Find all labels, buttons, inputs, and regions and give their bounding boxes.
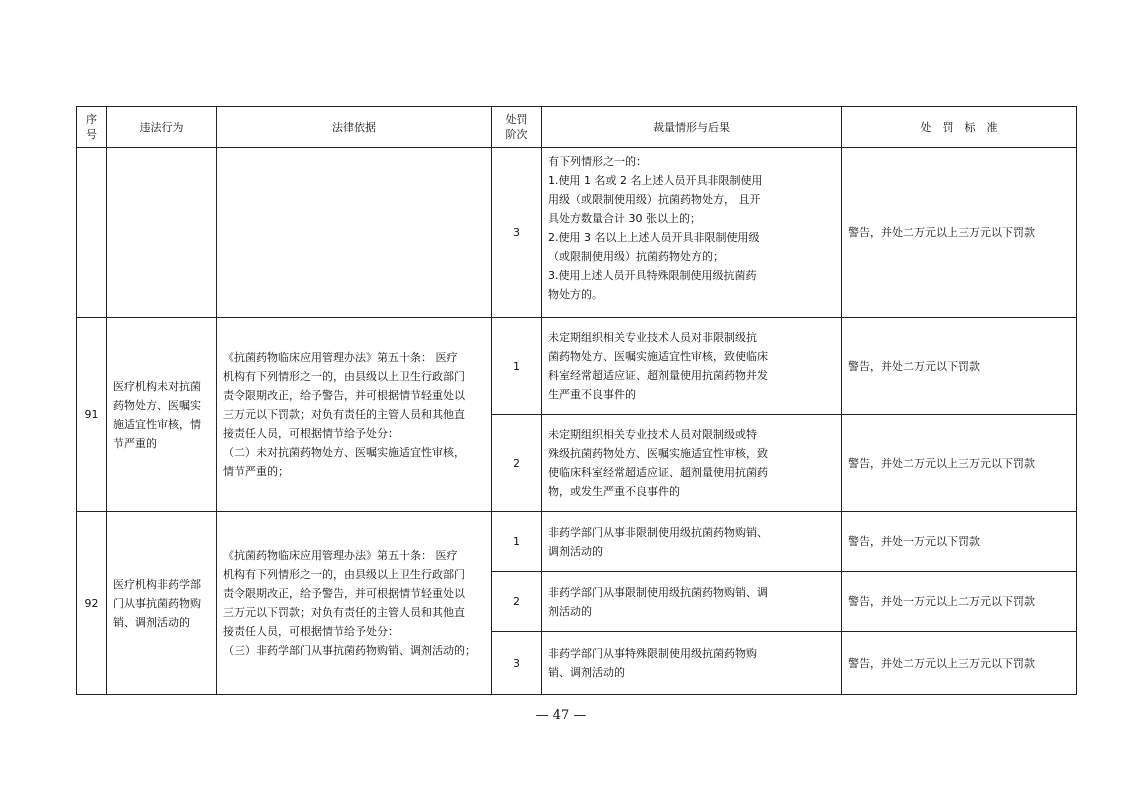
seq-cell (77, 148, 107, 318)
circumstances-cell: 非药学部门从事限制使用级抗菌药物购销、调 剂活动的 (542, 572, 842, 632)
header-legal-basis: 法律依据 (217, 107, 492, 148)
header-seq: 序 号 (77, 107, 107, 148)
header-penalty-standard: 处 罚 标 准 (842, 107, 1077, 148)
circumstances-cell: 未定期组织相关专业技术人员对非限制级抗 菌药物处方、医嘱实施适宜性审核，致使临床 科室经常超适应证、超剂量使用抗菌药物并发 生严重不良事件的 (542, 318, 842, 415)
violation-cell: 医疗机构未对抗菌 药物处方、医嘱实 施适宜性审核，情 节严重的 (107, 318, 217, 512)
header-circumstances: 裁量情形与后果 (542, 107, 842, 148)
circumstances-cell: 未定期组织相关专业技术人员对限制级或特 殊级抗菌药物处方、医嘱实施适宜性审核，致 使临床科室经常超适应证、超剂量使用抗菌药 物，或发生严重不良事件的 (542, 415, 842, 512)
header-violation: 违法行为 (107, 107, 217, 148)
penalty-standard-cell: 警告，并处一万元以上二万元以下罚款 (842, 572, 1077, 632)
table-row (77, 512, 1077, 572)
tier-cell: 1 (492, 318, 542, 415)
table-header-row (77, 107, 1077, 148)
header-penalty-tier: 处罚 阶次 (492, 107, 542, 148)
penalty-standard-cell: 警告，并处二万元以上三万元以下罚款 (842, 632, 1077, 695)
penalty-standard-cell: 警告，并处一万元以下罚款 (842, 512, 1077, 572)
penalty-standard-cell: 警告，并处二万元以上三万元以下罚款 (842, 148, 1077, 318)
table-row (77, 318, 1077, 415)
penalty-standards-table (76, 106, 1077, 695)
legal-basis-cell (217, 148, 492, 318)
circumstances-cell: 非药学部门从事非限制使用级抗菌药物购销、 调剂活动的 (542, 512, 842, 572)
table-row (77, 148, 1077, 318)
circumstances-cell: 有下列情形之一的： 1.使用 1 名或 2 名上述人员开具非限制使用 用级（或限制使用级）抗菌药物处方， 且开 具处方数量合计 30 张以上的； 2.使用 3 名以上上述人员开具非限制使用级 （或限制使用级）抗菌药物处方的； 3.使用上述人员开具特殊限制使用级抗菌药 物处方的。 (542, 148, 842, 318)
seq-cell: 92 (77, 512, 107, 695)
page-number: — 47 — (535, 708, 587, 723)
penalty-standard-cell: 警告，并处二万元以下罚款 (842, 318, 1077, 415)
legal-basis-cell: 《抗菌药物临床应用管理办法》第五十条： 医疗 机构有下列情形之一的，由县级以上卫生行政部门 责令限期改正，给予警告，并可根据情节轻重处以 三万元以下罚款；对负有责任的主管人员和其他直 接责任人员，可根据情节给予处分： （二）未对抗菌药物处方、医嘱实施适宜性审核， 情节严重的； (217, 318, 492, 512)
legal-basis-cell: 《抗菌药物临床应用管理办法》第五十条： 医疗 机构有下列情形之一的，由县级以上卫生行政部门 责令限期改正，给予警告，并可根据情节轻重处以 三万元以下罚款；对负有责任的主管人员和其他直 接责任人员，可根据情节给予处分： （三）非药学部门从事抗菌药物购销、调剂活动的； (217, 512, 492, 695)
tier-cell: 3 (492, 632, 542, 695)
tier-cell: 2 (492, 415, 542, 512)
tier-cell: 1 (492, 512, 542, 572)
penalty-standard-cell: 警告，并处二万元以上三万元以下罚款 (842, 415, 1077, 512)
seq-cell: 91 (77, 318, 107, 512)
penalty-standards-table-container (76, 106, 1076, 695)
tier-cell: 2 (492, 572, 542, 632)
circumstances-cell: 非药学部门从事特殊限制使用级抗菌药物购 销、调剂活动的 (542, 632, 842, 695)
tier-cell: 3 (492, 148, 542, 318)
violation-cell: 医疗机构非药学部 门从事抗菌药物购 销、调剂活动的 (107, 512, 217, 695)
violation-cell (107, 148, 217, 318)
